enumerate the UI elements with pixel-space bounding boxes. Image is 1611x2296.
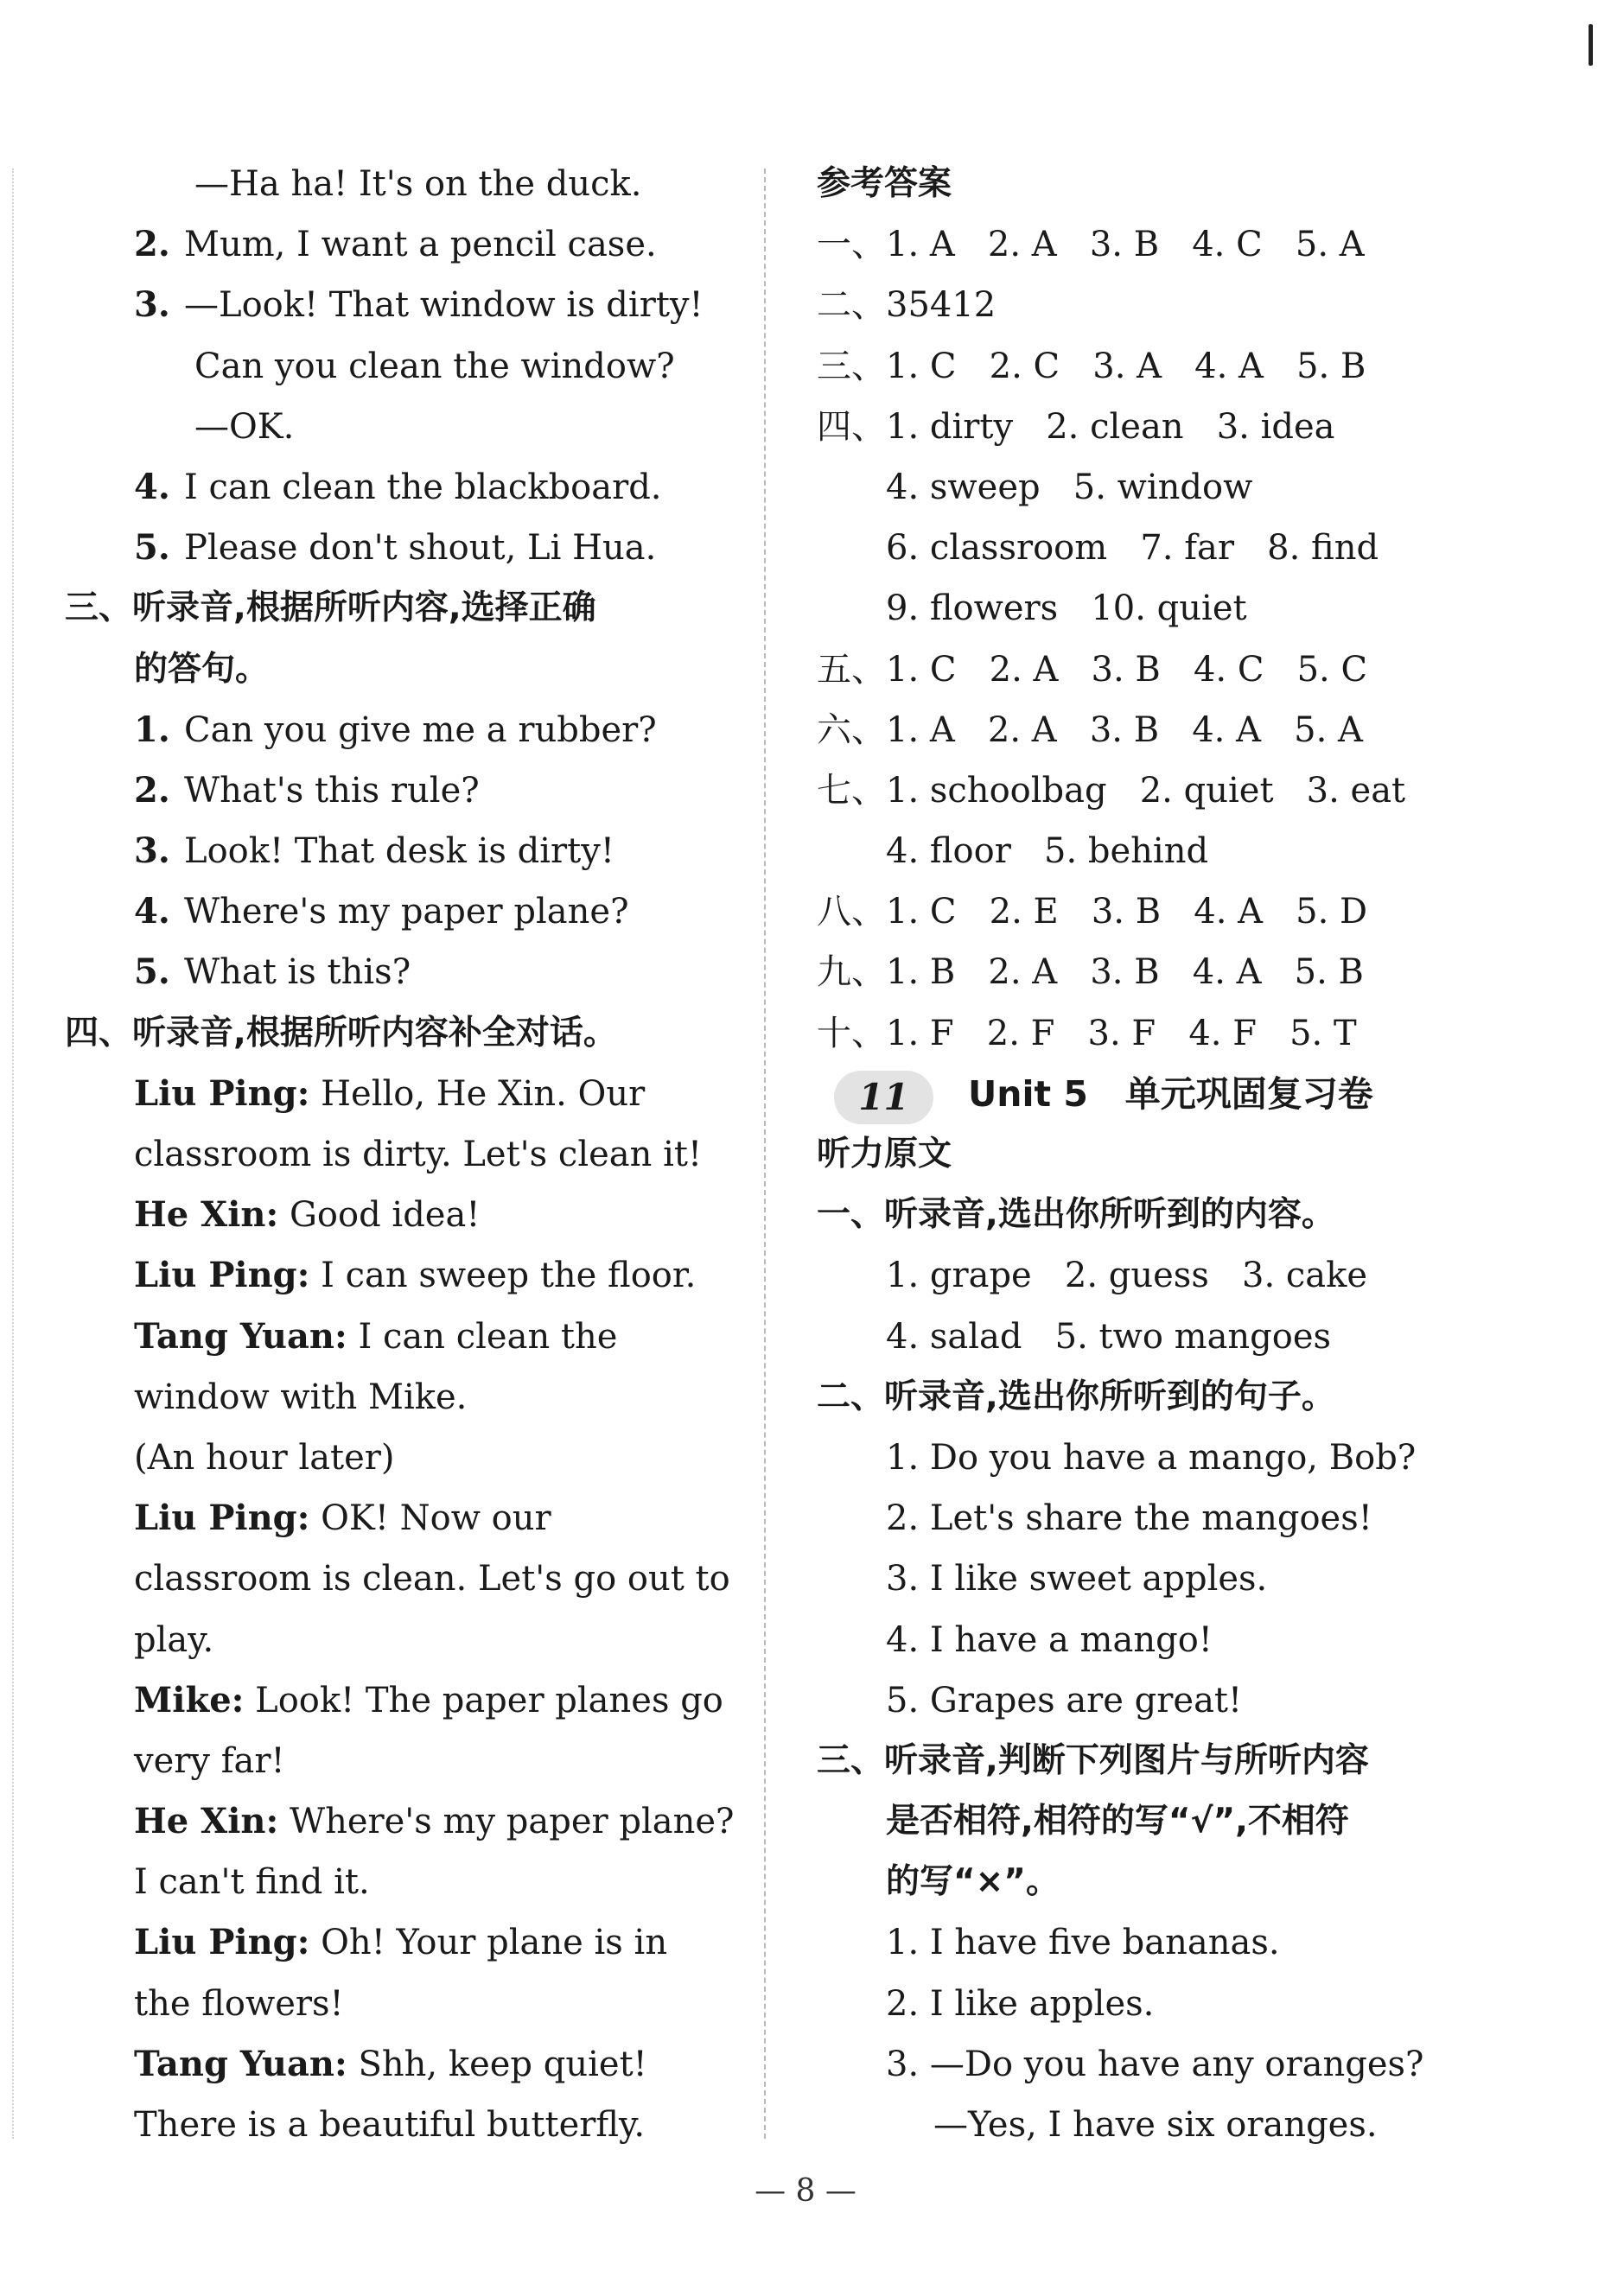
answer-row: 六、1. A 2. A 3. B 4. A 5. A	[817, 709, 1363, 750]
list-item: 4. salad 5. two mangoes	[886, 1316, 1332, 1357]
speaker: Liu Ping:	[134, 1498, 310, 1539]
item-number: 3.	[134, 284, 170, 326]
item-text: Where's my paper plane?	[184, 892, 629, 932]
item-number: 4.	[134, 891, 170, 932]
list-item	[134, 457, 739, 518]
speech: Good idea!	[289, 1195, 481, 1236]
answer-row: 十、1. F 2. F 3. F 4. F 5. T	[817, 1013, 1357, 1053]
answers-title: 参考答案	[817, 164, 952, 203]
speech: OK! Now our	[321, 1498, 551, 1539]
list-item: 3. —Do you have any oranges?	[886, 2044, 1424, 2084]
dialogue-cont: classroom is clean. Let's go out to	[134, 1559, 730, 1600]
speaker: Liu Ping:	[134, 1922, 310, 1963]
item-text: What's this rule?	[184, 770, 480, 811]
dialogue-cont: classroom is dirty. Let's clean it!	[134, 1135, 703, 1174]
section-heading-cont: 的写“×”。	[886, 1862, 1060, 1902]
stage-direction: (An hour later)	[134, 1437, 395, 1478]
dialogue-line	[134, 1670, 739, 1731]
item-number: 5.	[134, 951, 170, 993]
item-text: Look! That desk is dirty!	[184, 831, 614, 872]
speech: Oh! Your plane is in	[321, 1923, 668, 1963]
section-heading: 二、听录音,选出你所听到的句子。	[817, 1377, 1335, 1416]
list-item	[134, 275, 739, 335]
list-item: 1. I have five bananas.	[886, 1923, 1280, 1963]
unit-title: Unit 5 单元巩固复习卷	[968, 1072, 1373, 1115]
list-item: 3. I like sweet apples.	[886, 1559, 1268, 1600]
answer-row: 五、1. C 2. A 3. B 4. C 5. C	[817, 649, 1368, 690]
answer-row: 4. floor 5. behind	[886, 831, 1209, 872]
answer-row: 4. sweep 5. window	[886, 467, 1253, 507]
text-line: —Ha ha! It's on the duck.	[194, 164, 642, 204]
list-item: 1. grape 2. guess 3. cake	[886, 1256, 1368, 1296]
dialogue-cont: window with Mike.	[134, 1377, 468, 1417]
text-line: —OK.	[194, 406, 295, 447]
scan-mark	[1589, 24, 1593, 66]
list-item	[134, 760, 739, 821]
dialogue-line	[134, 1912, 739, 1973]
dialogue-line	[134, 1488, 739, 1549]
item-text: Mum, I want a pencil case.	[184, 225, 657, 265]
dialogue-line	[134, 1185, 739, 1245]
page-number: — 8 —	[755, 2173, 856, 2209]
list-item	[134, 942, 739, 1002]
dialogue-cont: very far!	[134, 1740, 285, 1781]
answer-row: 九、1. B 2. A 3. B 4. A 5. B	[817, 952, 1364, 993]
list-item: —Yes, I have six oranges.	[933, 2105, 1378, 2145]
left-column	[65, 154, 739, 2155]
speech: Look! The paper planes go	[255, 1680, 723, 1720]
answer-row: 七、1. schoolbag 2. quiet 3. eat	[817, 770, 1406, 811]
page-edge-line	[12, 169, 14, 2139]
speech: I can clean the	[358, 1316, 618, 1357]
section-heading: 一、听录音,选出你所听到的内容。	[817, 1195, 1335, 1235]
section-heading: 四、听录音,根据所听内容补全对话。	[65, 1013, 617, 1053]
right-column	[817, 154, 1474, 2155]
dialogue-cont: I can't find it.	[134, 1862, 370, 1903]
list-item	[134, 881, 739, 942]
dialogue-cont: the flowers!	[134, 1983, 344, 2024]
list-item: 1. Do you have a mango, Bob?	[886, 1437, 1417, 1478]
dialogue-line	[134, 1791, 739, 1852]
list-item: 2. I like apples.	[886, 1983, 1155, 2024]
item-number: 2.	[134, 224, 170, 265]
dialogue-line	[134, 1245, 739, 1306]
speaker: Liu Ping:	[134, 1255, 310, 1296]
dialogue-cont: There is a beautiful butterfly.	[134, 2105, 646, 2145]
speaker: Tang Yuan:	[134, 2043, 347, 2084]
speaker: Mike:	[134, 1679, 245, 1720]
speech: I can sweep the floor.	[321, 1256, 697, 1296]
section-heading-cont: 的答句。	[134, 649, 270, 689]
item-text: Can you give me a rubber?	[184, 709, 657, 750]
dialogue-line	[134, 2034, 739, 2095]
dialogue-line	[134, 1064, 739, 1124]
dialogue-cont: play.	[134, 1619, 214, 1660]
item-text: What is this?	[184, 952, 411, 993]
column-divider	[764, 169, 766, 2139]
answer-row: 三、1. C 2. C 3. A 4. A 5. B	[817, 346, 1366, 386]
section-heading-cont: 是否相符,相符的写“√”,不相符	[886, 1802, 1349, 1841]
list-item	[134, 214, 739, 275]
section-heading: 三、听录音,判断下列图片与所听内容	[817, 1740, 1369, 1780]
item-number: 4.	[134, 466, 170, 507]
item-number: 2.	[134, 769, 170, 811]
item-text: Please don't shout, Li Hua.	[184, 528, 657, 569]
list-item	[134, 518, 739, 578]
speaker: Liu Ping:	[134, 1072, 310, 1114]
speech: Hello, He Xin. Our	[321, 1073, 646, 1114]
answer-row: 6. classroom 7. far 8. find	[886, 528, 1379, 569]
list-item	[134, 821, 739, 881]
item-number: 5.	[134, 527, 170, 569]
speaker: He Xin:	[134, 1801, 279, 1842]
answer-row: 四、1. dirty 2. clean 3. idea	[817, 406, 1335, 447]
unit-number-badge: 11	[834, 1071, 933, 1124]
speaker: Tang Yuan:	[134, 1315, 347, 1357]
list-item: 5. Grapes are great!	[886, 1680, 1243, 1720]
list-item	[134, 700, 739, 760]
answer-row: 9. flowers 10. quiet	[886, 588, 1247, 629]
answer-row: 八、1. C 2. E 3. B 4. A 5. D	[817, 892, 1368, 932]
answer-row: 二、35412	[817, 285, 997, 326]
item-text: I can clean the blackboard.	[184, 467, 662, 507]
speaker: He Xin:	[134, 1194, 279, 1236]
item-text: —Look! That window is dirty!	[184, 285, 704, 326]
text-line: Can you clean the window?	[194, 346, 675, 386]
listening-title: 听力原文	[817, 1135, 952, 1173]
answer-row: 一、1. A 2. A 3. B 4. C 5. A	[817, 225, 1365, 265]
speech: Where's my paper plane?	[289, 1802, 735, 1842]
section-heading: 三、听录音,根据所听内容,选择正确	[65, 588, 596, 628]
list-item: 2. Let's share the mangoes!	[886, 1498, 1372, 1539]
item-number: 1.	[134, 709, 170, 750]
dialogue-line	[134, 1307, 739, 1367]
speech: Shh, keep quiet!	[358, 2044, 647, 2084]
unit-heading	[817, 1064, 1474, 1124]
item-number: 3.	[134, 830, 170, 872]
list-item: 4. I have a mango!	[886, 1619, 1213, 1660]
